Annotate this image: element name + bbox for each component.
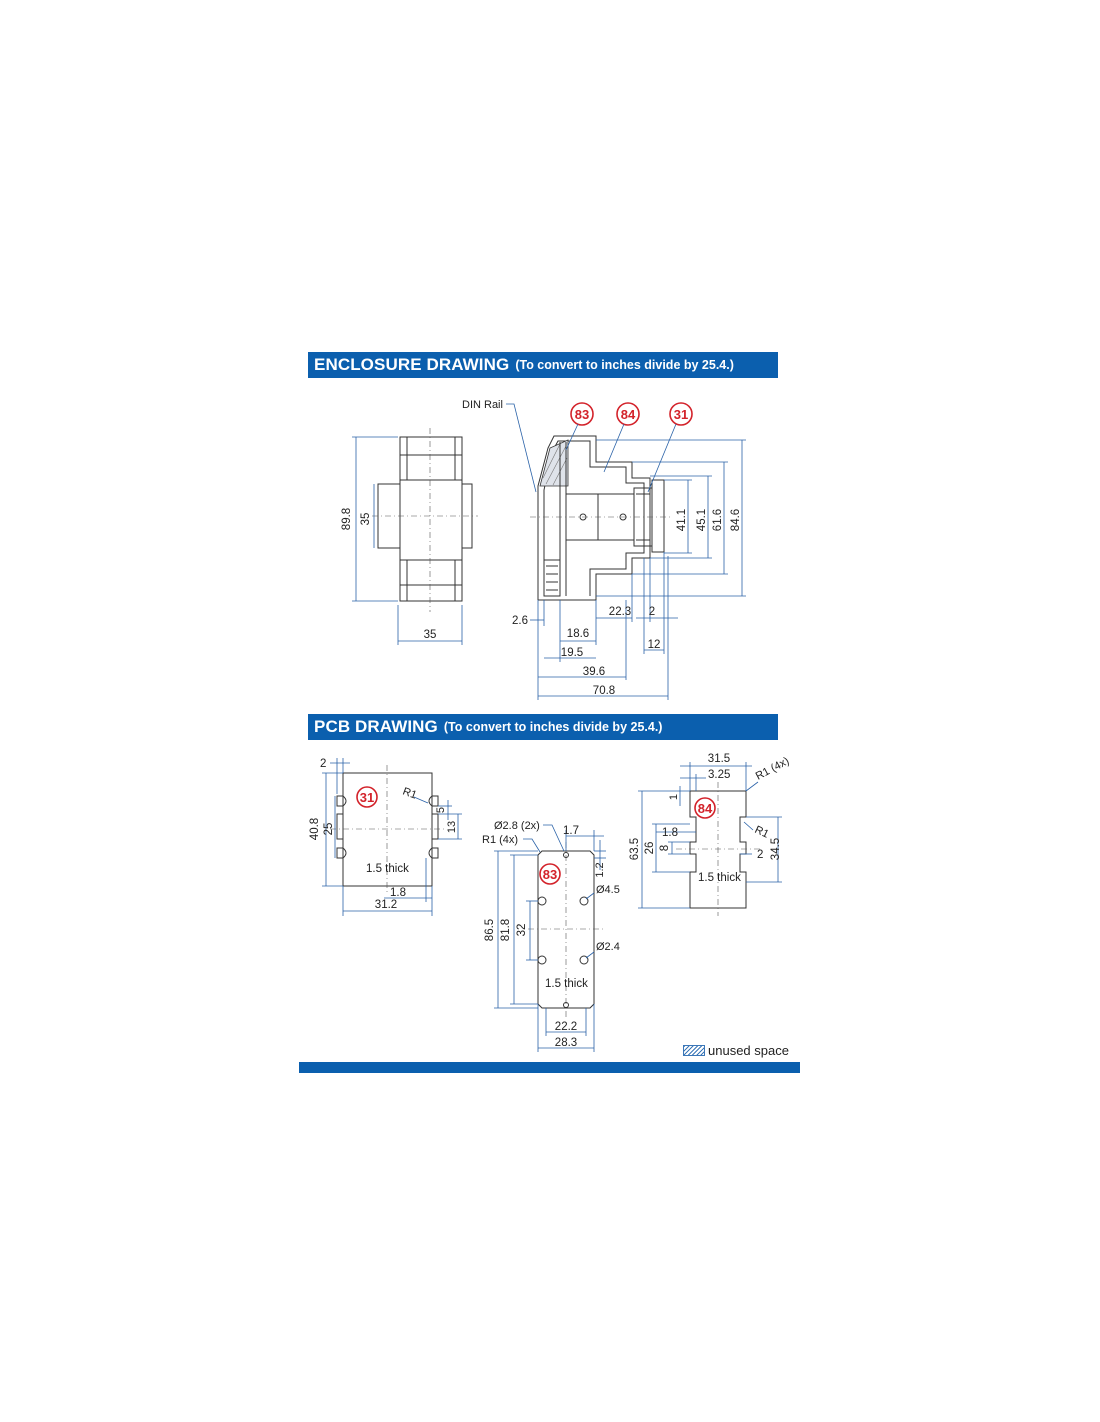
pcb-84-dim-1-8: 1.8 [662,827,678,839]
pcb-83-dim-22-2: 22.2 [554,1021,578,1033]
pcb-31-drawing [309,758,462,916]
pcb-83-dim-86-5: 86.5 [484,918,496,942]
pcb-83-dim-28-3: 28.3 [554,1037,578,1049]
dim-39-6: 39.6 [582,666,606,678]
pcb-83-drawing [482,820,620,1052]
svg-text:83: 83 [542,867,558,882]
dim-front-rail: 35 [360,512,372,526]
pcb-84-dim-8: 8 [659,844,671,852]
pcb-83-dim-81-8: 81.8 [500,918,512,942]
legend-label: unused space [708,1042,789,1058]
dim-22-3: 22.3 [608,606,632,618]
pcb-83-thickness: 1.5 thick [545,978,588,990]
dim-41-1: 41.1 [676,508,688,532]
svg-text:31: 31 [673,407,689,422]
badge-83 [571,403,593,425]
pcb-31-dim-13: 13 [446,820,458,834]
dim-45-1: 45.1 [696,508,708,532]
pcb-31-dim-r1: R1 [400,785,419,802]
svg-text:31: 31 [359,790,375,805]
dim-2: 2 [648,606,656,618]
dim-84-6: 84.6 [730,508,742,532]
pcb-31-dim-1-8: 1.8 [390,887,406,899]
enclosure-note: (To convert to inches divide by 25.4.) [515,358,734,372]
svg-text:84: 84 [620,407,636,422]
pcb-84-badge [695,798,715,818]
pcb-31-dim-25: 25 [323,822,335,836]
enclosure-side-view [462,399,746,700]
pcb-83-dim-1-7: 1.7 [563,825,579,837]
dim-70-8: 70.8 [592,685,616,697]
pcb-84-thickness: 1.5 thick [698,872,741,884]
din-rail-label: DIN Rail [462,399,503,411]
unused-space-legend [683,1042,789,1058]
pcb-31-dim-2: 2 [320,758,327,770]
dim-12: 12 [647,639,661,651]
pcb-83-badge [540,864,560,884]
pcb-84-dim-31-5: 31.5 [707,753,731,765]
pcb-31-thickness: 1.5 thick [366,863,409,875]
enclosure-front-view [341,428,478,645]
pcb-83-dim-hole-2-4: Ø2.4 [596,941,620,953]
pcb-83-dim-1-2: 1.2 [594,862,606,878]
pcb-84-dim-3-25: 3.25 [708,769,731,781]
svg-text:83: 83 [574,407,590,422]
dim-18-6: 18.6 [566,628,590,640]
pcb-note: (To convert to inches divide by 25.4.) [443,720,663,734]
pcb-31-dim-40-8: 40.8 [309,817,321,841]
svg-text:84: 84 [697,801,713,816]
pcb-83-dim-hole-4-5: Ø4.5 [596,884,620,896]
pcb-31-badge [357,787,377,807]
pcb-84-dim-26: 26 [644,841,656,855]
badge-84 [617,403,639,425]
pcb-84-dim-1: 1 [668,793,680,801]
pcb-84-drawing [629,753,791,916]
dim-2-6: 2.6 [512,615,528,627]
pcb-84-dim-63-5: 63.5 [629,837,641,861]
pcb-84-dim-34-5: 34.5 [770,837,782,861]
dim-front-width: 35 [423,629,437,641]
badge-31 [670,403,692,425]
pcb-31-dim-31-2: 31.2 [374,899,398,911]
pcb-84-dim-r1-4x: R1 (4x) [753,755,792,783]
pcb-83-dim-hole-2-8: Ø2.8 (2x) [494,820,540,832]
pcb-31-dim-5: 5 [435,806,447,814]
dim-19-5: 19.5 [560,647,584,659]
pcb-title: PCB DRAWING [314,717,438,736]
pcb-84-dim-r1: R1 [752,823,771,841]
pcb-84-dim-2: 2 [757,849,764,861]
dim-61-6: 61.6 [712,508,724,532]
pcb-83-dim-32: 32 [516,923,528,937]
dim-front-height: 89.8 [341,507,353,531]
hatch-swatch-icon [683,1045,705,1056]
enclosure-title: ENCLOSURE DRAWING [314,355,510,374]
footer-bar [299,1062,800,1073]
pcb-83-dim-r1: R1 (4x) [482,834,519,846]
